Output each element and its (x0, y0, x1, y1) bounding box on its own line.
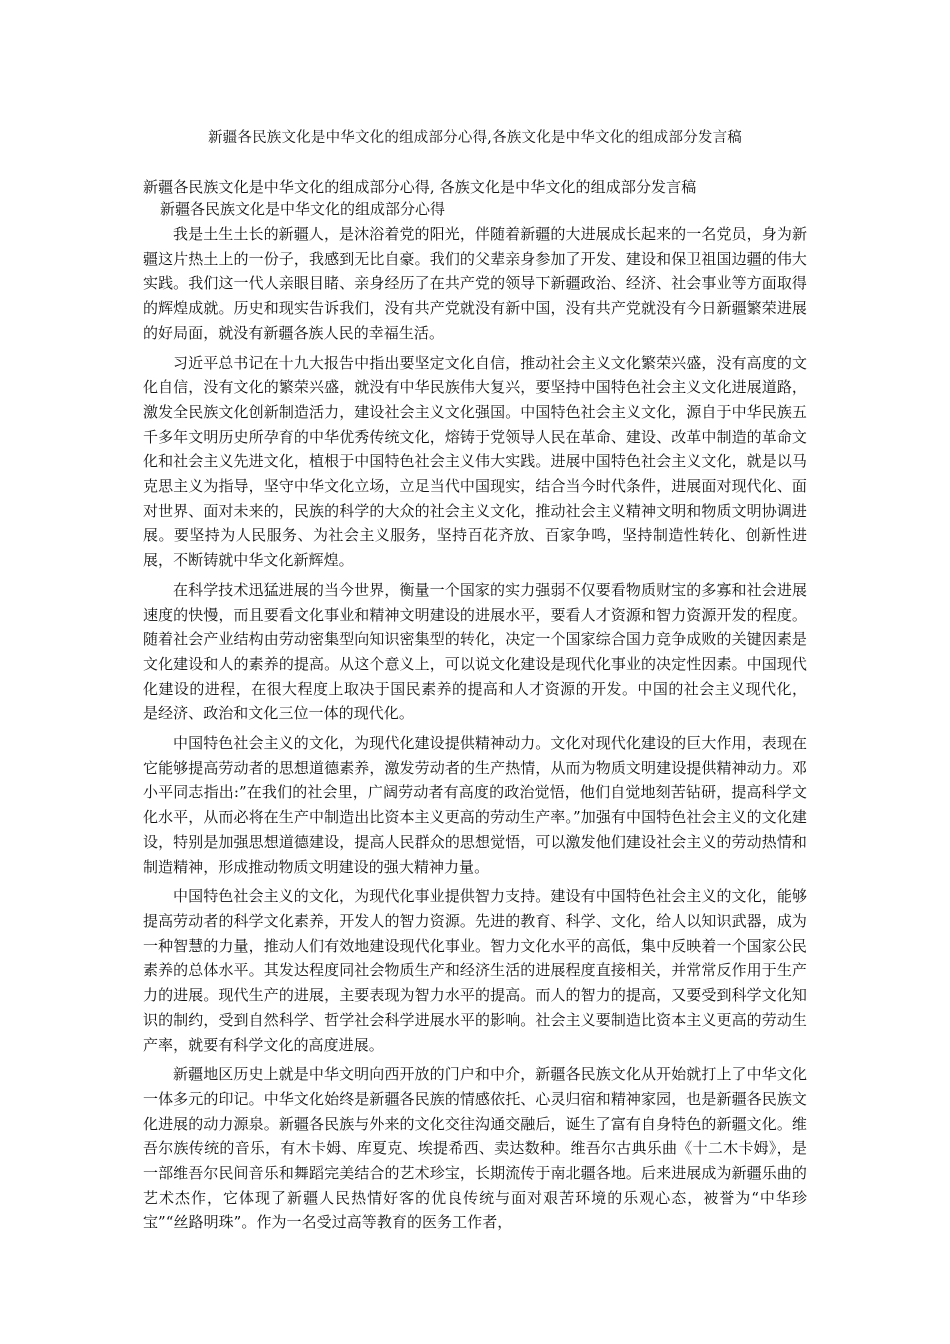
paragraph: 中国特色社会主义的文化，为现代化建设提供精神动力。文化对现代化建设的巨大作用，表现在它能够提高劳动者的思想道德素养，激发劳动者的生产热情，从而为物质文明建设提供精神动力。邓小平同志指出:”在我们的社会里，广阔劳动者有高度的政治觉悟，他们自觉地刻苦钻研，提高科学文化水平，从而必将在生产中制造出比资本主义更高的劳动生产率。”加强有中国特色社会主义的文化建设，特别是加强思想道德建设，提高人民群众的思想觉悟，可以激发他们建设社会主义的劳动热情和制造精神，形成推动物质文明建设的强大精神力量。 (143, 734, 807, 876)
document-body (143, 176, 807, 1240)
document-heading: 新疆各民族文化是中华文化的组成部分心得, 各族文化是中华文化的组成部分发言稿 (143, 178, 697, 196)
paragraph: 我是土生土长的新疆人，是沐浴着党的阳光，伴随着新疆的大进展成长起来的一名党员，身为新疆这片热土上的一份子，我感到无比自豪。我们的父辈亲身参加了开发、建设和保卫祖国边疆的伟大实践。我们这一代人亲眼目睹、亲身经历了在共产党的领导下新疆政治、经济、社会事业等方面取得的辉煌成就。历史和现实告诉我们，没有共产党就没有新中国，没有共产党就没有今日新疆繁荣进展的好局面，就没有新疆各族人民的幸福生活。 (143, 225, 807, 342)
document-title: 新疆各民族文化是中华文化的组成部分心得,各族文化是中华文化的组成部分发言稿 (207, 130, 742, 146)
paragraph: 新疆地区历史上就是中华文明向西开放的门户和中介，新疆各民族文化从开始就打上了中华文化一体多元的印记。中华文化始终是新疆各民族的情感依托、心灵归宿和精神家园，也是新疆各民族文化进展的动力源泉。新疆各民族与外来的文化交往沟通交融后，诞生了富有自身特色的新疆文化。维吾尔族传统的音乐，有木卡姆、库夏克、埃提希西、卖达数种。维吾尔古典乐曲《十二木卡姆》，是一部维吾尔民间音乐和舞蹈完美结合的艺术珍宝，长期流传于南北疆各地。后来进展成为新疆乐曲的艺术杰作，它体现了新疆人民热情好客的优良传统与面对艰苦环境的乐观心态，被誉为“中华珍宝”“丝路明珠”。作为一名受过高等教育的医务工作者， (143, 1065, 807, 1232)
paragraph: 在科学技术迅猛进展的当今世界，衡量一个国家的实力强弱不仅要看物质财宝的多寡和社会进展速度的快慢，而且要看文化事业和精神文明建设的进展水平，要看人才资源和智力资源开发的程度。随着社会产业结构由劳动密集型向知识密集型的转化，决定一个国家综合国力竞争成败的关键因素是文化建设和人的素养的提高。从这个意义上，可以说文化建设是现代化事业的决定性因素。中国现代化建设的进程，在很大程度上取决于国民素养的提高和人才资源的开发。中国的社会主义现代化， 是经济、政治和文化三位一体的现代化。 (143, 580, 807, 723)
paragraph: 习近平总书记在十九大报告中指出要坚定文化自信，推动社会主义文化繁荣兴盛，没有高度的文化自信，没有文化的繁荣兴盛，就没有中华民族伟大复兴，要坚持中国特色社会主义文化进展道路，激发全民族文化创新制造活力，建设社会主义文化强国。中国特色社会主义文化，源自于中华民族五千多年文明历史所孕育的中华优秀传统文化，熔铸于党领导人民在革命、建设、改革中制造的革命文化和社会主义先进文化，植根于中国特色社会主义伟大实践。进展中国特色社会主义文化，就是以马克思主义为指导，坚守中华文化立场，立足当代中国现实，结合当今时代条件，进展面对现代化、面对世界、面对未来的，民族的科学的大众的社会主义文化，推动社会主义精神文明和物质文明协调进展。要坚持为人民服务、为社会主义服务，坚持百花齐放、百家争鸣，坚持制造性转化、创新性进展，不断铸就中华文化新辉煌。 (143, 353, 807, 570)
paragraph: 中国特色社会主义的文化，为现代化事业提供智力支持。建设有中国特色社会主义的文化，能够提高劳动者的科学文化素养，开发人的智力资源。先进的教育、科学、文化，给人以知识武器，成为一种智慧的力量，推动人们有效地建设现代化事业。智力文化水平的高低，集中反映着一个国家公民素养的总体水平。其发达程度同社会物质生产和经济生活的进展程度直接相关，并常常反作用于生产力的进展。现代生产的进展，主要表现为智力水平的提高。而人的智力的提高，又要受到科学文化知识的制约，受到自然科学、哲学社会科学进展水平的影响。社会主义要制造比资本主义更高的劳动生产率，就要有科学文化的高度进展。 (143, 887, 807, 1054)
document-subheading: 新疆各民族文化是中华文化的组成部分心得 (160, 200, 446, 218)
